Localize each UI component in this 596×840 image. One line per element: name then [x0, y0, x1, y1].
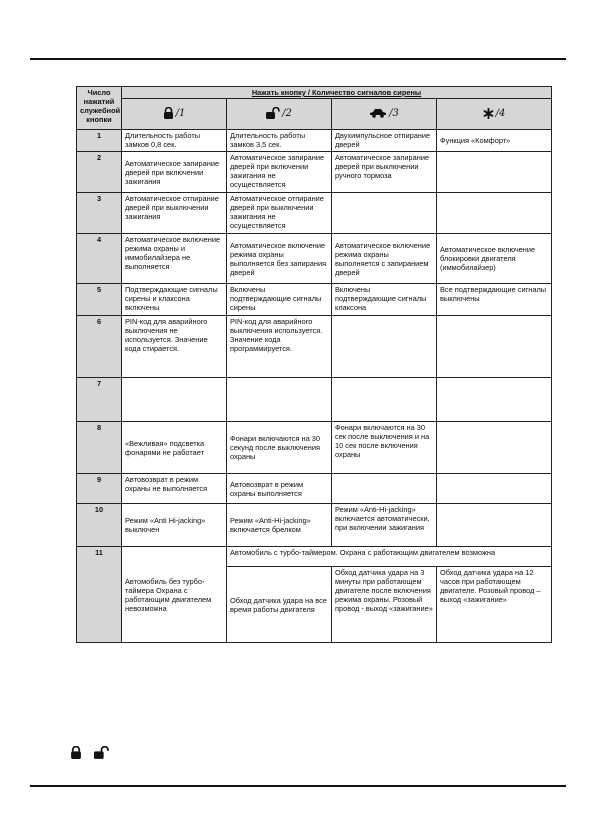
- row-number: 4: [77, 234, 122, 284]
- table-cell: Обход датчика удара на 3 минуты при работающем двигателе после включения режима охраны. Розовый провод - выход «зажигание»: [332, 567, 437, 643]
- table-cell: Длительность работы замков 0,8 сек.: [122, 130, 227, 152]
- table-cell: Автоматическое включение режима охраны и иммобилайзера не выполняется: [122, 234, 227, 284]
- table-cell: Автовозврат в режим охраны выполняется: [227, 474, 332, 504]
- row-number: 3: [77, 193, 122, 234]
- table-cell: [227, 378, 332, 422]
- row-number: 10: [77, 504, 122, 547]
- table-cell: [437, 152, 552, 193]
- settings-table: [76, 86, 552, 643]
- button-3-header: [332, 99, 437, 130]
- table-cell: [332, 474, 437, 504]
- table-cell: Включены подтверждающие сигналы сирены: [227, 284, 332, 316]
- table-cell: Подтверждающие сигналы сирены и клаксона включены: [122, 284, 227, 316]
- row-number: 1: [77, 130, 122, 152]
- table-cell: [437, 422, 552, 474]
- table-cell: PIN-код для аварийного выключения не используется. Значение кода стирается.: [122, 316, 227, 378]
- table-cell: Автомобиль без турбо-таймера Охрана с работающим двигателем невозможна: [122, 547, 227, 643]
- button-4-header: [437, 99, 552, 130]
- table-cell: Фонари включаются на 30 секунд после выключения охраны: [227, 422, 332, 474]
- table-row-7: [77, 378, 552, 422]
- table-row-3: [77, 193, 552, 234]
- table-cell: Автоматическое включение блокировки двигателя (иммобилайзер): [437, 234, 552, 284]
- table-cell: Обход датчика удара на все время работы двигателя: [227, 567, 332, 643]
- table-cell: [332, 378, 437, 422]
- lock-closed-icon: [70, 746, 82, 759]
- table-cell: [437, 316, 552, 378]
- table-cell: Автоматическое отпирание дверей при выключении зажигания: [122, 193, 227, 234]
- lock-closed-icon: [163, 107, 174, 119]
- table-cell: [437, 193, 552, 234]
- button-1-header: [122, 99, 227, 130]
- table-cell: [122, 378, 227, 422]
- table-cell: Автовозврат в режим охраны не выполняется: [122, 474, 227, 504]
- table-title: Нажать кнопку / Количество сигналов сирены: [122, 87, 552, 99]
- table-cell: Двухимпульсное отпирание дверей: [332, 130, 437, 152]
- table-cell: [437, 504, 552, 547]
- top-rule: [30, 58, 566, 60]
- table-cell: Автоматическое включение режима охраны выполняется с запиранием дверей: [332, 234, 437, 284]
- table-row-11: [77, 547, 552, 567]
- table-cell: [437, 474, 552, 504]
- table-header-row: [77, 87, 552, 99]
- table-cell: Автоматическое запирание дверей при включении зажигания не осуществляется: [227, 152, 332, 193]
- table-cell: Обход датчика удара на 12 часов при работающем двигателе. Розовый провод – выход «зажигание»: [437, 567, 552, 643]
- row-number: 2: [77, 152, 122, 193]
- button-4-number: /4: [495, 107, 506, 119]
- lock-open-icon: [266, 107, 280, 119]
- row-number: 9: [77, 474, 122, 504]
- table-cell: Автоматическое запирание дверей при выключении ручного тормоза: [332, 152, 437, 193]
- table-row-2: [77, 152, 552, 193]
- table-row-5: [77, 284, 552, 316]
- table-cell: Режим «Anti-Hi-jacking» включается автоматически, при включении зажигания: [332, 504, 437, 547]
- table-cell: Автоматическое отпирание дверей при выключении зажигания не осуществляется: [227, 193, 332, 234]
- table-cell: Функция «Комфорт»: [437, 130, 552, 152]
- asterisk-icon: [483, 108, 494, 119]
- row-number: 5: [77, 284, 122, 316]
- table-cell: Все подтверждающие сигналы выключены: [437, 284, 552, 316]
- button-3-number: /3: [389, 107, 399, 119]
- footer-icons: [70, 746, 109, 759]
- button-2-header: [227, 99, 332, 130]
- table-row-1: [77, 130, 552, 152]
- row-number: 7: [77, 378, 122, 422]
- table-row-10: [77, 504, 552, 547]
- lock-open-icon: [94, 746, 109, 759]
- table-cell: [332, 316, 437, 378]
- table-cell: Режим «Anti Hi-jacking» выключен: [122, 504, 227, 547]
- turbo-timer-header: Автомобиль с турбо-таймером. Охрана с работающим двигателем возможна: [227, 547, 552, 567]
- table-cell: PIN-код для аварийного выключения используется. Значение кода программируется.: [227, 316, 332, 378]
- table-cell: Автоматическое запирание дверей при включении зажигания: [122, 152, 227, 193]
- table-cell: «Вежливая» подсветка фонарями не работает: [122, 422, 227, 474]
- table-cell: Длительность работы замков 3,5 сек.: [227, 130, 332, 152]
- table-cell: Режим «Anti-Hi-jacking» включается брелком: [227, 504, 332, 547]
- table-cell: [332, 193, 437, 234]
- table-cell: Автоматическое включение режима охраны выполняется без запирания дверей: [227, 234, 332, 284]
- table-row-6: [77, 316, 552, 378]
- row-number: 8: [77, 422, 122, 474]
- row-number: 6: [77, 316, 122, 378]
- table-row-8: [77, 422, 552, 474]
- bottom-rule: [30, 785, 566, 787]
- table-row-9: [77, 474, 552, 504]
- table-cell: Включены подтверждающие сигналы клаксона: [332, 284, 437, 316]
- table-cell: [437, 378, 552, 422]
- corner-header: Число нажатий служебной кнопки: [77, 87, 122, 130]
- button-icons-row: [77, 99, 552, 130]
- button-1-number: /1: [175, 107, 186, 119]
- table-cell: Фонари включаются на 30 сек после выключения и на 10 сек после включения охраны: [332, 422, 437, 474]
- button-2-number: /2: [282, 107, 292, 119]
- row-number: 11: [77, 547, 122, 643]
- car-icon: [369, 108, 387, 118]
- table-row-4: [77, 234, 552, 284]
